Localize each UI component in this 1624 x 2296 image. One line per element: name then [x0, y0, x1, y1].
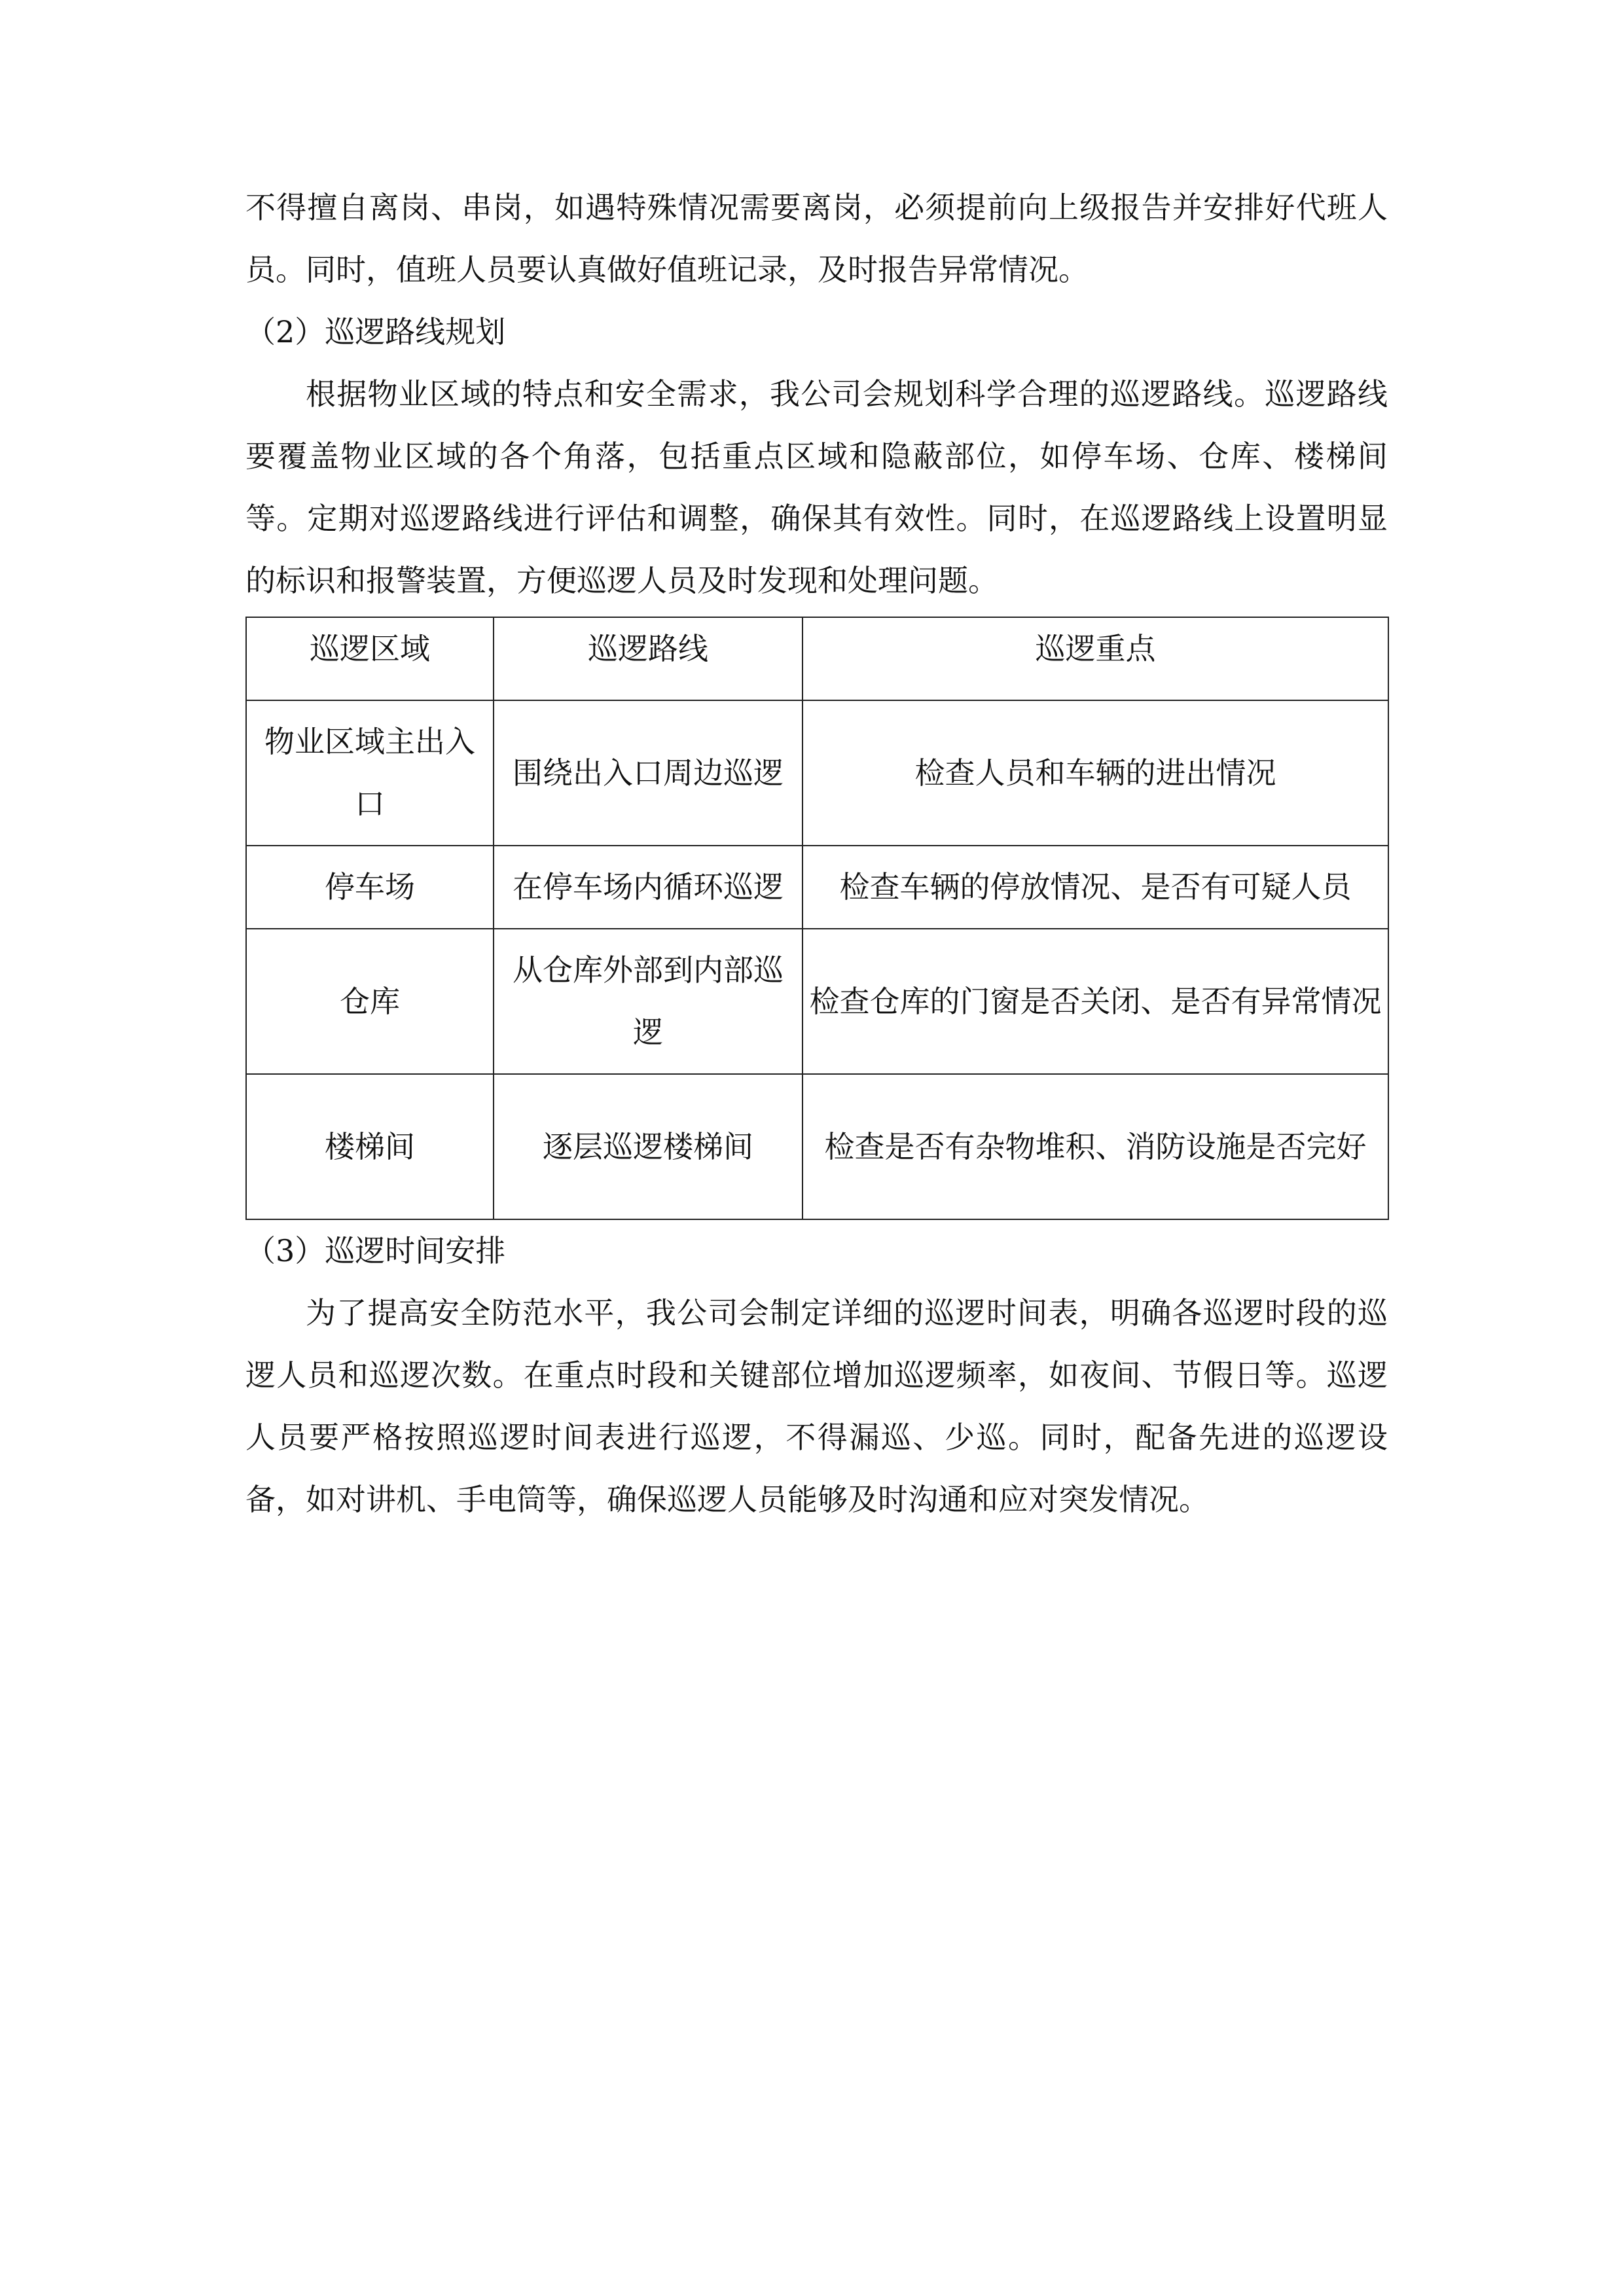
table-cell-area: 停车场 [246, 846, 494, 929]
table-cell-focus: 检查仓库的门窗是否关闭、是否有异常情况 [803, 929, 1388, 1074]
table-cell-area: 仓库 [246, 929, 494, 1074]
table-cell-focus: 检查是否有杂物堆积、消防设施是否完好 [803, 1074, 1388, 1219]
table-cell-focus: 检查车辆的停放情况、是否有可疑人员 [803, 846, 1388, 929]
table-cell-area: 物业区域主出入口 [246, 700, 494, 846]
table-header-area: 巡逻区域 [246, 617, 494, 700]
table-cell-route: 从仓库外部到内部巡逻 [494, 929, 803, 1074]
table-row [246, 846, 1388, 929]
patrol-route-table [245, 617, 1389, 1220]
section-3-heading: （3）巡逻时间安排 [245, 1233, 506, 1268]
table-cell-route: 逐层巡逻楼梯间 [494, 1074, 803, 1219]
table-cell-route: 围绕出入口周边巡逻 [494, 700, 803, 846]
section-2-paragraph: 根据物业区域的特点和安全需求，我公司会规划科学合理的巡逻路线。巡逻路线要覆盖物业区域的各个角落，包括重点区域和隐蔽部位，如停车场、仓库、楼梯间等。定期对巡逻路线进行评估和调整，确保其有效性。同时，在巡逻路线上设置明显的标识和报警装置，方便巡逻人员及时发现和处理问题。 [245, 376, 1388, 598]
section-2-heading: （2）巡逻路线规划 [245, 314, 506, 350]
table-row [246, 700, 1388, 846]
table-header-row [246, 617, 1388, 700]
table-cell-route: 在停车场内循环巡逻 [494, 846, 803, 929]
table-cell-area: 楼梯间 [246, 1074, 494, 1219]
table-row [246, 929, 1388, 1074]
document-page [245, 177, 1388, 1531]
table-cell-focus: 检查人员和车辆的进出情况 [803, 700, 1388, 846]
table-header-focus: 巡逻重点 [803, 617, 1388, 700]
table-row [246, 1074, 1388, 1219]
intro-paragraph: 不得擅自离岗、串岗，如遇特殊情况需要离岗，必须提前向上级报告并安排好代班人员。同时，值班人员要认真做好值班记录，及时报告异常情况。 [245, 190, 1388, 287]
section-3-paragraph: 为了提高安全防范水平，我公司会制定详细的巡逻时间表，明确各巡逻时段的巡逻人员和巡逻次数。在重点时段和关键部位增加巡逻频率，如夜间、节假日等。巡逻人员要严格按照巡逻时间表进行巡逻，不得漏巡、少巡。同时，配备先进的巡逻设备，如对讲机、手电筒等，确保巡逻人员能够及时沟通和应对突发情况。 [245, 1295, 1388, 1517]
table-header-route: 巡逻路线 [494, 617, 803, 700]
